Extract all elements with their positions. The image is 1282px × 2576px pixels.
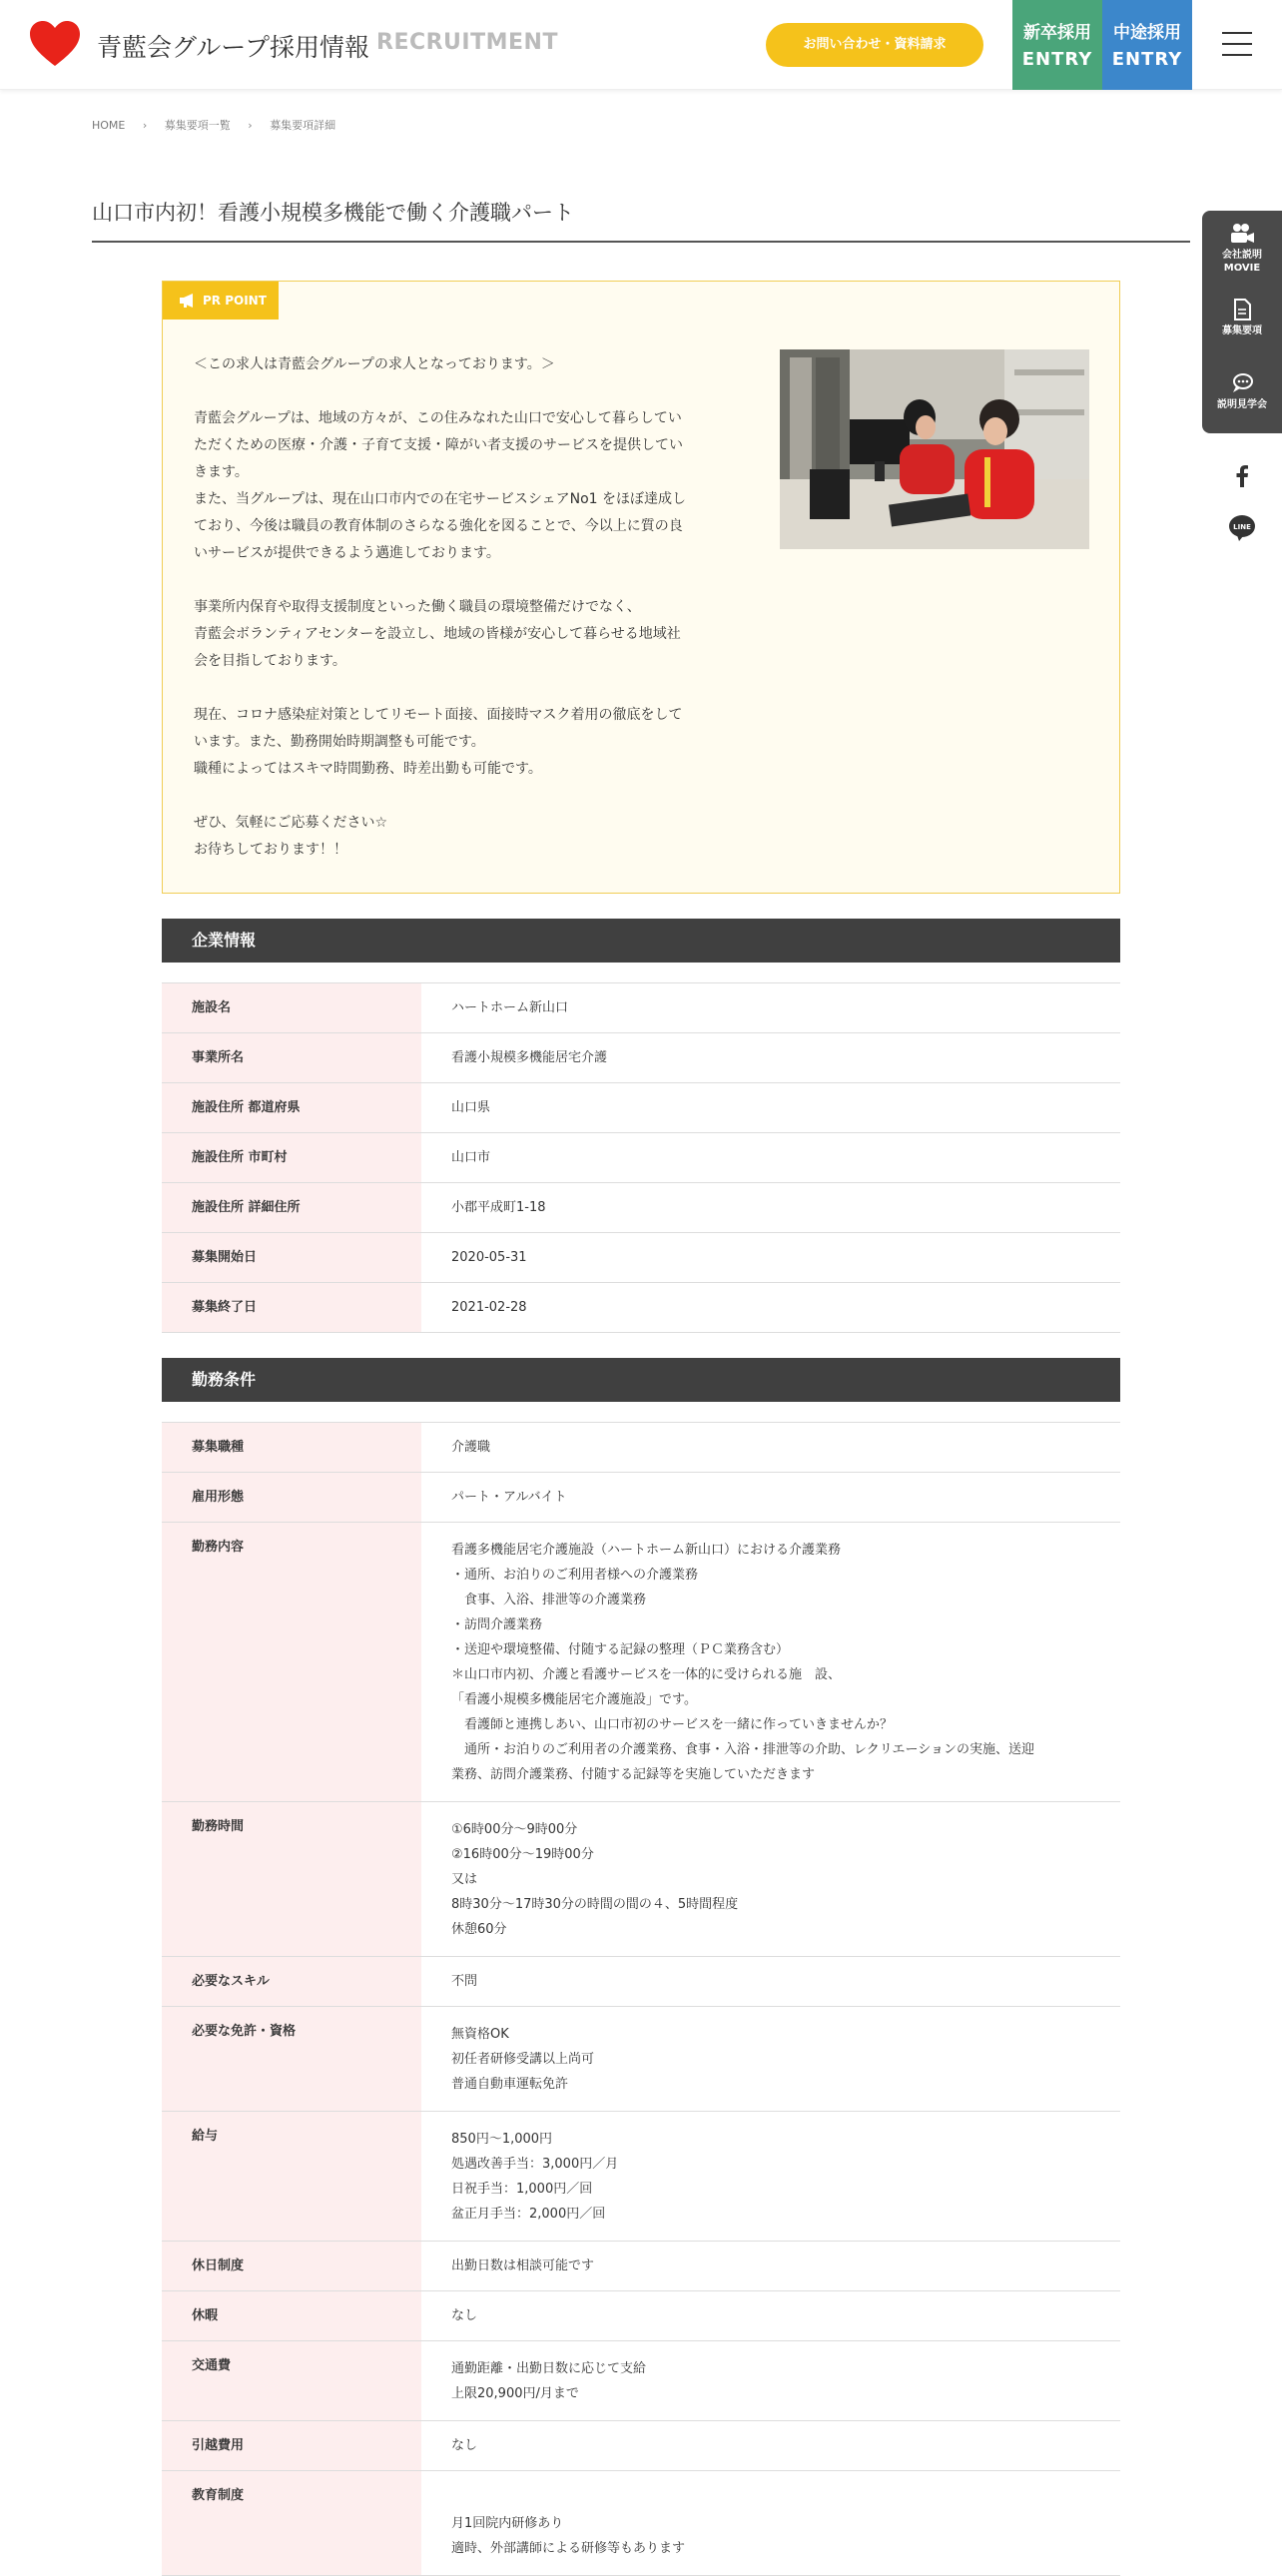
- site-title[interactable]: 青藍会グループ採用情報: [97, 33, 370, 62]
- video-camera-icon: [1229, 223, 1255, 245]
- value-line: 又は: [451, 1872, 478, 1887]
- value-line: 無資格OK: [451, 2027, 509, 2042]
- pr-line: ぜひ、気軽にご応募ください☆: [194, 815, 387, 831]
- row-label: 募集終了日: [162, 1283, 421, 1333]
- new-graduate-entry-button[interactable]: [1012, 0, 1102, 90]
- row-value: [421, 2007, 1120, 2112]
- entry-mid-label: 中途採用: [1113, 23, 1181, 43]
- value-line: 850円～1,000円: [451, 2132, 553, 2147]
- table-row: [162, 1473, 1120, 1523]
- row-label: 勤務時間: [162, 1802, 421, 1957]
- pr-text: [194, 351, 733, 864]
- chevron-right-icon: ›: [142, 119, 148, 132]
- value-line: 休憩60分: [451, 1922, 507, 1937]
- row-value: [421, 2471, 1120, 2576]
- table-row: [162, 1957, 1120, 2007]
- table-row: [162, 1523, 1120, 1802]
- hamburger-menu-icon[interactable]: [1222, 32, 1252, 58]
- row-value: [421, 1473, 1120, 1523]
- pr-paragraph: [194, 702, 733, 783]
- breadcrumb-home[interactable]: HOME: [92, 119, 126, 132]
- table-row: [162, 1802, 1120, 1957]
- row-value: [421, 2291, 1120, 2341]
- value-line: 通勤距離・出勤日数に応じて支給: [451, 2361, 647, 2376]
- table-row: [162, 1183, 1120, 1233]
- value-line: 月1回院内研修あり: [451, 2516, 564, 2531]
- row-label: 募集開始日: [162, 1233, 421, 1283]
- value-line: ・通所、お泊りのご利用者様への介護業務: [451, 1568, 699, 1583]
- pr-line: ており、今後は職員の教育体制のさらなる強化を図ることで、今以上に質の良: [194, 518, 683, 534]
- value-line: 食事、入浴、排泄等の介護業務: [451, 1593, 647, 1608]
- value-line: 初任者研修受講以上尚可: [451, 2052, 595, 2067]
- row-value: [421, 2421, 1120, 2471]
- site-subtitle: RECRUITMENT: [376, 30, 558, 55]
- value-line: 適時、外部講師による研修等もあります: [451, 2541, 686, 2556]
- table-row: [162, 2242, 1120, 2291]
- breadcrumb-current: 募集要項詳細: [270, 119, 336, 132]
- side-item-movie-label: 会社説明: [1222, 250, 1262, 261]
- row-value: 小郡平成町1-18: [421, 1183, 1120, 1233]
- value-line: 処遇改善手当：3,000円／月: [451, 2157, 619, 2172]
- pr-line: 現在、コロナ感染症対策としてリモート面接、面接時マスク着用の徹底をして: [194, 707, 683, 723]
- table-row: [162, 1233, 1120, 1283]
- site-header: [0, 0, 1282, 90]
- pr-line: お待ちしております！！: [194, 842, 347, 858]
- value-line: ・訪問介護業務: [451, 1617, 543, 1632]
- table-row: [162, 1083, 1120, 1133]
- side-item-movie-sub: MOVIE: [1223, 263, 1261, 274]
- pr-line: ただくための医療・介護・子育て支援・障がい者支援のサービスを提供してい: [194, 437, 683, 453]
- value-line: ・送迎や環境整備、付随する記録の整理（ＰＣ業務含む）: [451, 1642, 790, 1657]
- breadcrumb-list[interactable]: 募集要項一覧: [164, 119, 231, 132]
- entry-new-sub: ENTRY: [1021, 49, 1093, 70]
- row-label: 施設名: [162, 983, 421, 1033]
- value-line: 日祝手当：1,000円／回: [451, 2182, 593, 2197]
- pr-line: 職種によってはスキマ時間勤務、時差出勤も可能です。: [194, 761, 542, 777]
- pr-line: 青藍会ボランティアセンターを設立し、地域の皆様が安心して暮らせる地域社: [194, 626, 681, 642]
- value-line: 普通自動車運転免許: [451, 2077, 569, 2092]
- value-line: 通所・お泊りのご利用者の介護業務、食事・入浴・排泄等の介助、レクリエーションの実施、送迎: [451, 1742, 1034, 1757]
- row-value: [421, 1802, 1120, 1957]
- pr-paragraph: [194, 594, 733, 675]
- pr-line: います。また、勤務開始時期調整も可能です。: [194, 734, 485, 750]
- row-value: [421, 2242, 1120, 2291]
- row-value: [421, 1957, 1120, 2007]
- svg-text:LINE: LINE: [1233, 523, 1251, 531]
- row-label: 必要なスキル: [162, 1957, 421, 2007]
- value-line: ①6時00分〜9時00分: [451, 1822, 578, 1837]
- side-item-seminar[interactable]: [1202, 372, 1282, 411]
- pr-paragraph: [194, 810, 733, 864]
- value-line: ＊山口市内初、介護と看護サービスを一体的に受けられる施 設、: [451, 1667, 842, 1682]
- row-value: [421, 1523, 1120, 1802]
- pr-line: いサービスが提供できるよう邁進しております。: [194, 545, 500, 561]
- page-title: 山口市内初！看護小規模多機能で働く介護職パート: [92, 197, 1190, 243]
- mid-career-entry-button[interactable]: [1102, 0, 1192, 90]
- table-row: [162, 1423, 1120, 1473]
- table-row: [162, 2291, 1120, 2341]
- pr-point-tag: [163, 282, 279, 320]
- row-value: 山口市: [421, 1133, 1120, 1183]
- row-value: 2021-02-28: [421, 1283, 1120, 1333]
- heart-logo-icon[interactable]: [28, 20, 82, 68]
- value-line: 8時30分〜17時30分の時間の間の４、5時間程度: [451, 1897, 739, 1912]
- side-item-seminar-label: 説明見学会: [1217, 399, 1267, 410]
- value-line: 上限20,900円/月まで: [451, 2386, 579, 2401]
- row-value: [421, 2112, 1120, 2242]
- table-row: [162, 2421, 1120, 2471]
- pr-point-label: PR POINT: [203, 294, 267, 308]
- chevron-right-icon: ›: [248, 119, 253, 132]
- value-line: [451, 2486, 1090, 2511]
- value-line: 看護多機能居宅介護施設（ハートホーム新山口）における介護業務: [451, 1543, 842, 1558]
- pr-line: また、当グループは、現在山口市内での在宅サービスシェアNo1 をほぼ達成し: [194, 491, 686, 507]
- row-label: 必要な免許・資格: [162, 2007, 421, 2112]
- table-row: [162, 1283, 1120, 1333]
- company-info-table: [162, 982, 1120, 1333]
- value-line: ②16時00分〜19時00分: [451, 1847, 594, 1862]
- row-label: 給与: [162, 2112, 421, 2242]
- row-value: [421, 1423, 1120, 1473]
- pr-paragraph: [194, 351, 733, 378]
- row-value: 2020-05-31: [421, 1233, 1120, 1283]
- side-item-requirements[interactable]: [1202, 299, 1282, 337]
- value-line: 盆正月手当：2,000円／回: [451, 2207, 606, 2222]
- table-row: [162, 1133, 1120, 1183]
- row-label: 休暇: [162, 2291, 421, 2341]
- row-label: 交通費: [162, 2341, 421, 2421]
- breadcrumb: [92, 117, 335, 133]
- value-line: 「看護小規模多機能居宅介護施設」です。: [451, 1692, 697, 1707]
- work-conditions-table: [162, 1422, 1120, 2576]
- row-value: 山口県: [421, 1083, 1120, 1133]
- pr-point-box: [162, 281, 1120, 894]
- table-row: [162, 2471, 1120, 2576]
- side-menu: [1202, 211, 1282, 433]
- row-label: 教育制度: [162, 2471, 421, 2576]
- pr-line: 事業所内保育や取得支援制度といった働く職員の環境整備だけでなく、: [194, 599, 641, 615]
- table-row: [162, 2112, 1120, 2242]
- value-line: 看護師と連携しあい、山口市初のサービスを一緒に作っていきませんか？: [451, 1717, 894, 1732]
- entry-mid-sub: ENTRY: [1111, 49, 1183, 70]
- row-value: 看護小規模多機能居宅介護: [421, 1033, 1120, 1083]
- row-label: 雇用形態: [162, 1473, 421, 1523]
- value-line: なし: [451, 2438, 478, 2453]
- row-label: 募集職種: [162, 1423, 421, 1473]
- work-conditions-heading: 勤務条件: [162, 1358, 1120, 1402]
- row-label: 休日制度: [162, 2242, 421, 2291]
- value-line: パート・アルバイト: [451, 1490, 567, 1505]
- value-line: 介護職: [451, 1440, 491, 1455]
- entry-new-label: 新卒採用: [1023, 23, 1091, 43]
- row-label: 施設住所 都道府県: [162, 1083, 421, 1133]
- side-item-movie[interactable]: [1202, 223, 1282, 275]
- row-value: ハートホーム新山口: [421, 983, 1120, 1033]
- row-label: 施設住所 市町村: [162, 1133, 421, 1183]
- pr-line: きます。: [194, 464, 249, 480]
- table-row: [162, 983, 1120, 1033]
- pr-paragraph: [194, 405, 733, 567]
- row-value: [421, 2341, 1120, 2421]
- chat-icon: [1230, 372, 1254, 394]
- row-label: 引越費用: [162, 2421, 421, 2471]
- megaphone-icon: [179, 294, 197, 308]
- row-label: 施設住所 詳細住所: [162, 1183, 421, 1233]
- value-line: 業務、訪問介護業務、付随する記録等を実施していただきます: [451, 1767, 816, 1782]
- facebook-icon[interactable]: [1222, 465, 1262, 491]
- row-label: 事業所名: [162, 1033, 421, 1083]
- side-item-requirements-label: 募集要項: [1222, 325, 1262, 336]
- value-line: なし: [451, 2308, 478, 2323]
- contact-button[interactable]: お問い合わせ・資料請求: [766, 23, 983, 67]
- document-icon: [1233, 299, 1251, 321]
- row-label: 勤務内容: [162, 1523, 421, 1802]
- pr-line: ＜この求人は青藍会グループの求人となっております。＞: [194, 356, 555, 372]
- pr-line: 会を目指しております。: [194, 653, 346, 669]
- pr-line: 青藍会グループは、地域の方々が、この住みなれた山口で安心して暮らしてい: [194, 410, 682, 426]
- company-info-heading: 企業情報: [162, 919, 1120, 963]
- value-line: 出勤日数は相談可能です: [451, 2258, 595, 2273]
- table-row: [162, 1033, 1120, 1083]
- table-row: [162, 2007, 1120, 2112]
- value-line: 不問: [451, 1974, 478, 1989]
- staff-photo: [780, 349, 1089, 549]
- table-row: [162, 2341, 1120, 2421]
- line-icon[interactable]: [1222, 514, 1262, 546]
